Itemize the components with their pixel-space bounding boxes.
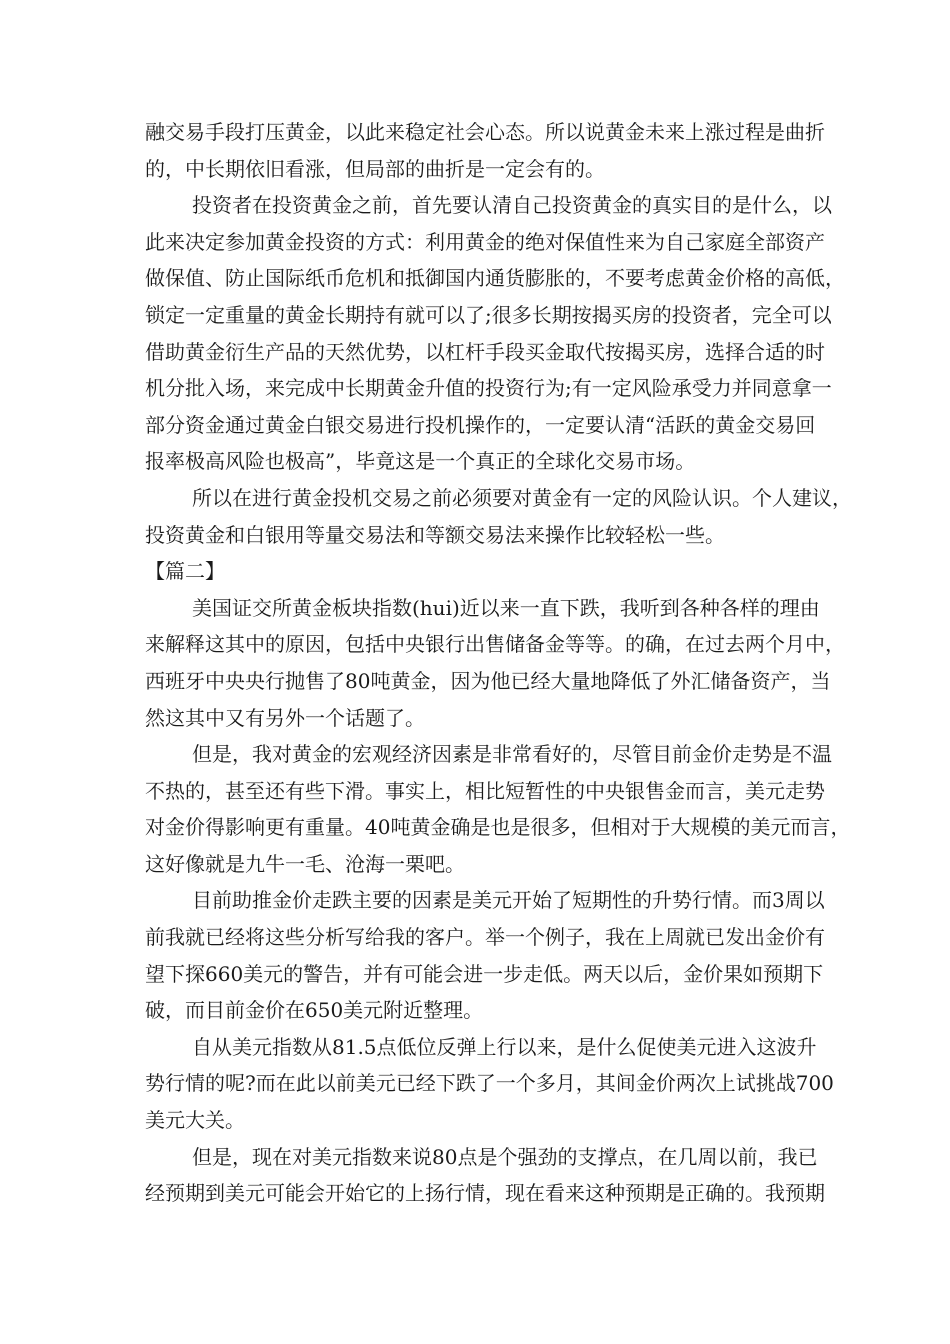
text-line: 报率极高风险也极高”，毕竟这是一个真正的全球化交易市场。 [145,449,696,474]
text-line: 来解释这其中的原因，包括中央银行出售储备金等等。的确，在过去两个月中， [145,632,845,657]
text-line: 前我就已经将这些分析写给我的客户。举一个例子，我在上周就已发出金价有 [145,925,825,950]
text-line: 的，中长期依旧看涨，但局部的曲折是一定会有的。 [145,156,605,181]
text-line: 自从美元指数从81.5点低位反弹上行以来，是什么促使美元进入这波升 [192,1034,817,1059]
text-line: 然这其中又有另外一个话题了。 [145,705,425,730]
text-line: 投资黄金和白银用等量交易法和等额交易法来操作比较轻松一些。 [145,522,725,547]
text-line: 对金价得影响更有重量。40吨黄金确是也是很多，但相对于大规模的美元而言， [145,815,851,840]
text-line: 所以在进行黄金投机交易之前必须要对黄金有一定的风险认识。个人建议， [192,485,852,510]
text-line: 但是，现在对美元指数来说80点是个强劲的支撑点，在几周以前，我已 [192,1144,818,1169]
text-line: 锁定一定重量的黄金长期持有就可以了;很多长期按揭买房的投资者，完全可以 [145,302,832,327]
text-line: 经预期到美元可能会开始它的上扬行情，现在看来这种预期是正确的。我预期 [145,1181,825,1206]
text-line: 美国证交所黄金板块指数(hui)近以来一直下跌，我听到各种各样的理由 [192,595,820,620]
text-line: 借助黄金衍生产品的天然优势，以杠杆手段买金取代按揭买房，选择合适的时 [145,339,825,364]
text-line: 投资者在投资黄金之前，首先要认清自己投资黄金的真实目的是什么，以 [192,193,832,218]
text-line: 这好像就是九牛一毛、沧海一栗吧。 [145,851,465,876]
text-line: 机分批入场，来完成中长期黄金升值的投资行为;有一定风险承受力并同意拿一 [145,376,832,401]
text-line: 西班牙中央央行抛售了80吨黄金，因为他已经大量地降低了外汇储备资产，当 [145,668,831,693]
section-heading: 【篇二】 [145,559,225,584]
text-line: 美元大关。 [145,1108,245,1133]
text-line: 此来决定参加黄金投资的方式：利用黄金的绝对保值性来为自己家庭全部资产 [145,229,825,254]
text-line: 目前助推金价走跌主要的因素是美元开始了短期性的升势行情。而3周以 [192,888,825,913]
text-line: 做保值、防止国际纸币危机和抵御国内通货膨胀的，不要考虑黄金价格的高低， [145,266,845,291]
text-line: 融交易手段打压黄金，以此来稳定社会心态。所以说黄金未来上涨过程是曲折 [145,120,825,144]
text-line: 不热的，甚至还有些下滑。事实上，相比短暂性的中央银售金而言，美元走势 [145,778,825,803]
text-line: 部分资金通过黄金白银交易进行投机操作的，一定要认清“活跃的黄金交易回 [145,412,816,437]
document-body [145,114,852,1212]
text-line: 破，而目前金价在650美元附近整理。 [145,998,484,1023]
text-line: 但是，我对黄金的宏观经济因素是非常看好的，尽管目前金价走势是不温 [192,742,832,767]
text-line: 势行情的呢?而在此以前美元已经下跌了一个多月，其间金价两次上试挑战700 [145,1071,834,1096]
text-line: 望下探660美元的警告，并有可能会进一步走低。两天以后，金价果如预期下 [145,961,824,986]
